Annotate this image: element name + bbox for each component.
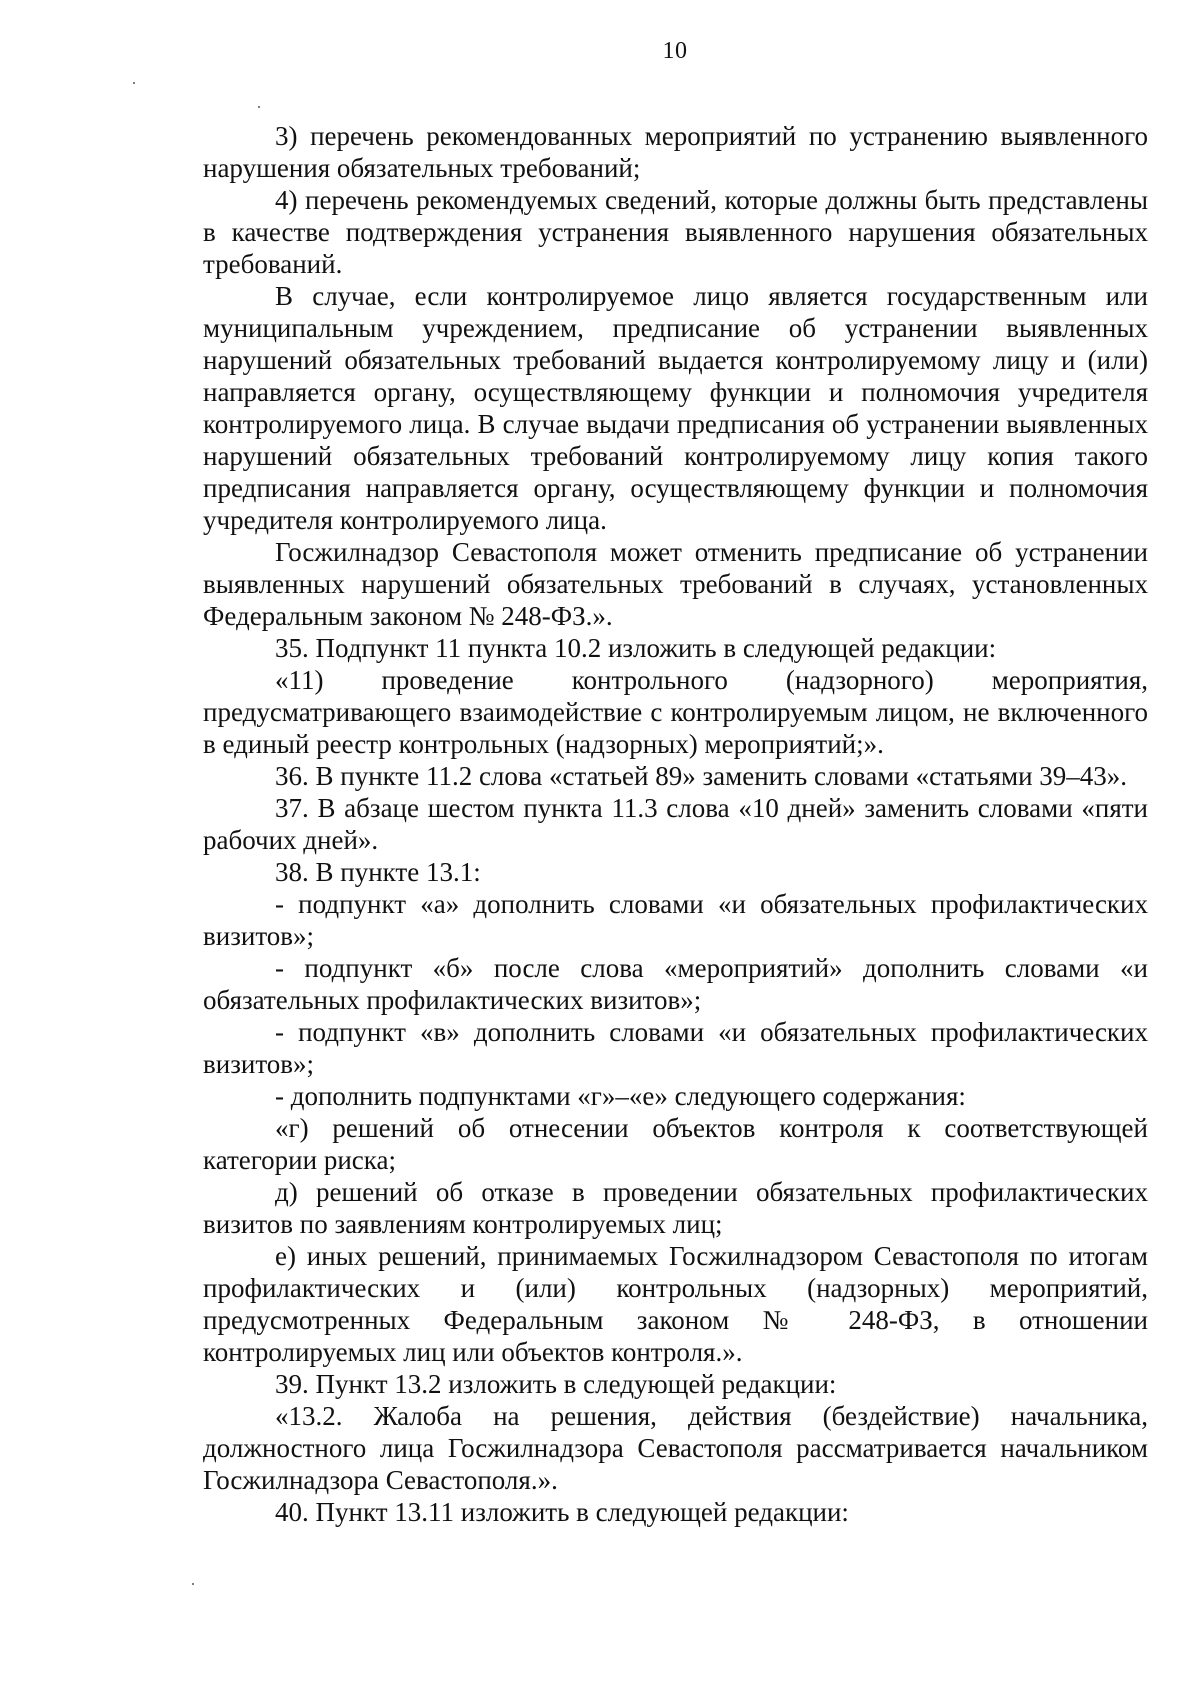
- paragraph-38-d: д) решений об отказе в проведении обязательных профилактических визитов по заявлениям контролируемых лиц;: [203, 1177, 1148, 1239]
- paragraph-37: 37. В абзаце шестом пункта 11.3 слова «10 дней» заменить словами «пяти рабочих дней».: [203, 793, 1148, 855]
- paragraph-38-g: «г) решений об отнесении объектов контроля к соответствующей категории риска;: [203, 1113, 1148, 1175]
- paragraph-38-b: - подпункт «б» после слова «мероприятий» дополнить словами «и обязательных профилактических визитов»;: [203, 953, 1148, 1015]
- paragraph-38: 38. В пункте 13.1:: [275, 857, 481, 887]
- paragraph-35: 35. Подпункт 11 пункта 10.2 изложить в следующей редакции:: [275, 633, 997, 663]
- paragraph-40: 40. Пункт 13.11 изложить в следующей редакции:: [275, 1497, 849, 1527]
- paragraph-39-text: «13.2. Жалоба на решения, действия (бездействие) начальника, должностного лица Госжилнадзора Севастополя рассматривается начальником Госжилнадзора Севастополя.».: [203, 1401, 1148, 1495]
- scan-speck: [258, 106, 260, 108]
- document-body: [203, 120, 1148, 1528]
- paragraph-38-v: - подпункт «в» дополнить словами «и обязательных профилактических визитов»;: [203, 1017, 1148, 1079]
- paragraph-38-e: е) иных решений, принимаемых Госжилнадзором Севастополя по итогам профилактических и (или) контрольных (надзорных) мероприятий, предусмотренных Федеральным законом № 248-ФЗ, в отношении контролируемых лиц или объектов контроля.».: [203, 1241, 1148, 1367]
- paragraph-item-4: 4) перечень рекомендуемых сведений, которые должны быть представлены в качестве подтверждения устранения выявленного нарушения обязательных требований.: [203, 185, 1148, 279]
- page-number: 10: [662, 38, 688, 64]
- paragraph-38-a: - подпункт «а» дополнить словами «и обязательных профилактических визитов»;: [203, 889, 1148, 951]
- paragraph-39: 39. Пункт 13.2 изложить в следующей редакции:: [275, 1369, 837, 1399]
- paragraph-35-text: «11) проведение контрольного (надзорного) мероприятия, предусматривающего взаимодействие с контролируемым лицом, не включенного в единый реестр контрольных (надзорных) мероприятий;».: [203, 665, 1148, 759]
- paragraph-state-institution: В случае, если контролируемое лицо является государственным или муниципальным учреждением, предписание об устранении выявленных нарушений обязательных требований выдается контролируемому лицу и (или) направляется органу, осуществляющему функции и полномочия учредителя контролируемого лица. В случае выдачи предписания об устранении выявленных нарушений обязательных требований контролируемому лицу копия такого предписания направляется органу, осуществляющему функции и полномочия учредителя контролируемого лица.: [203, 281, 1148, 535]
- paragraph-cancel-order: Госжилнадзор Севастополя может отменить предписание об устранении выявленных нарушений обязательных требований в случаях, установленных Федеральным законом № 248-ФЗ.».: [203, 537, 1148, 631]
- paragraph-38-add: - дополнить подпунктами «г»–«е» следующего содержания:: [275, 1081, 966, 1111]
- scan-speck: [133, 82, 135, 84]
- paragraph-item-3: 3) перечень рекомендованных мероприятий по устранению выявленного нарушения обязательных требований;: [203, 121, 1148, 183]
- paragraph-36: 36. В пункте 11.2 слова «статьей 89» заменить словами «статьями 39–43».: [275, 761, 1128, 791]
- scan-speck: [192, 1583, 194, 1585]
